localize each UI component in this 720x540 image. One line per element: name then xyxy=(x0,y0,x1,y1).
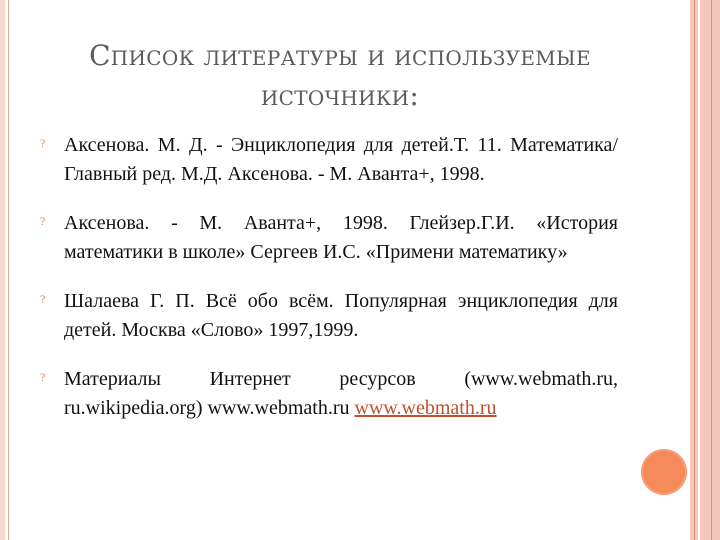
title-line-2: источники: xyxy=(260,79,420,112)
slide-title xyxy=(40,36,640,116)
bullet-icon: ? xyxy=(40,370,46,384)
border-stripe xyxy=(694,0,695,540)
border-stripe xyxy=(711,0,712,540)
list-item xyxy=(38,287,618,345)
left-border-band xyxy=(0,0,5,540)
bullet-icon: ? xyxy=(40,292,46,306)
left-border-line xyxy=(8,0,9,540)
list-item-text: Аксенова. М. Д. - Энциклопедия для детей.Т. 11. Математика/ Главный ред. М.Д. Аксенова. - М. Аванта+, 1998. xyxy=(64,134,618,185)
bullet-icon: ? xyxy=(40,136,46,150)
border-stripe xyxy=(698,0,700,540)
list-item xyxy=(38,209,618,267)
bullet-icon: ? xyxy=(40,214,46,228)
list-item xyxy=(38,131,618,189)
list-item xyxy=(38,365,618,423)
list-item-text: Аксенова. - М. Аванта+, 1998. Глейзер.Г.И. «История математики в школе» Сергеев И.С. «Примени математику» xyxy=(64,212,618,263)
decorative-circle xyxy=(641,449,687,495)
right-border xyxy=(690,0,720,540)
list-item-text: Шалаева Г. П. Всё обо всём. Популярная энциклопедия для детей. Москва «Слово» 1997,1999. xyxy=(64,290,618,341)
title-line-1: Список литературы и используемые xyxy=(89,39,591,72)
list-item-text: Материалы Интернет ресурсов (www.webmath.ru, ru.wikipedia.org) www.webmath.ru xyxy=(64,368,618,419)
webmath-link[interactable]: www.webmath.ru xyxy=(354,397,497,419)
bibliography-list xyxy=(38,131,618,443)
